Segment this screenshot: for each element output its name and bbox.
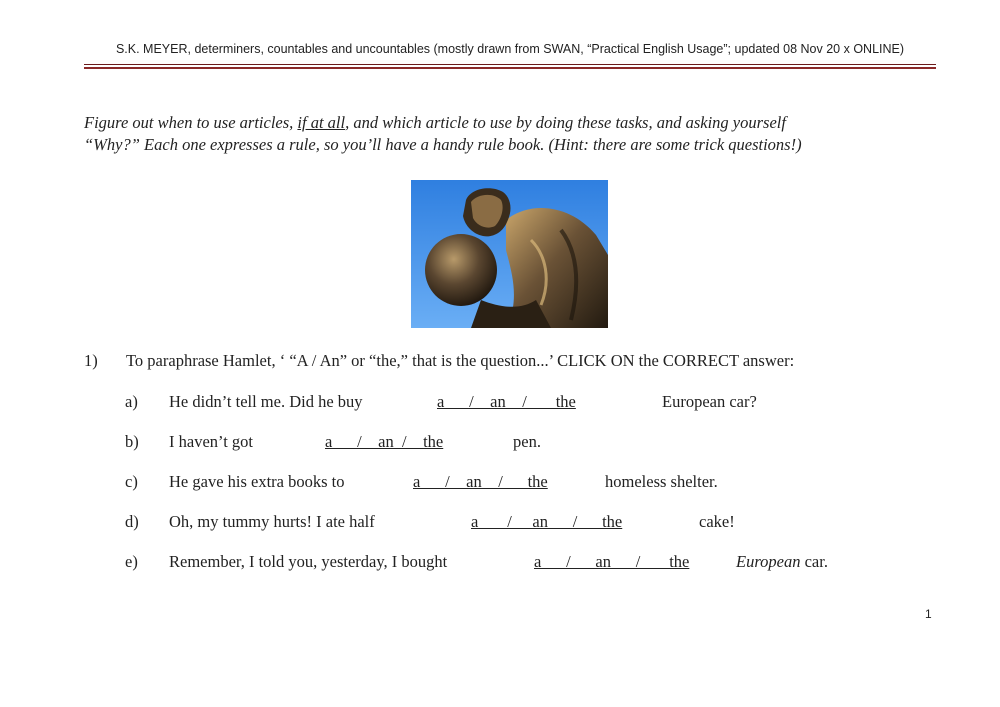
instructions-underlined: if at all <box>297 113 346 132</box>
item-sentence-end <box>736 552 828 572</box>
item-sentence-end: pen. <box>513 432 541 451</box>
item-label: b) <box>125 432 139 451</box>
item-label: c) <box>125 472 138 491</box>
article-choices[interactable]: a / an / the <box>413 472 548 491</box>
item-sentence-start: Oh, my tummy hurts! I ate half <box>169 512 375 531</box>
instructions-line-1 <box>84 112 944 134</box>
page-number: 1 <box>925 607 932 621</box>
question-number: 1) <box>84 351 98 370</box>
page-header: S.K. MEYER, determiners, countables and uncountables (mostly drawn from SWAN, “Practical English Usage”; updated 08 Nov 20 x ONLINE) <box>115 42 905 56</box>
article-choices[interactable]: a / an / the <box>325 432 444 451</box>
item-sentence-start: He gave his extra books to <box>169 472 345 491</box>
item-emphasis: European <box>736 552 801 571</box>
item-sentence-end: European car? <box>662 392 757 411</box>
article-choices[interactable]: a / an_ / the <box>471 512 623 531</box>
item-label: a) <box>125 392 138 411</box>
instructions <box>84 112 944 156</box>
item-sentence-start: Remember, I told you, yesterday, I bought <box>169 552 448 571</box>
instructions-line-2: “Why?” Each one expresses a rule, so you’ll have a handy rule book. (Hint: there are some trick questions!) <box>84 135 802 154</box>
hamlet-statue-image <box>411 180 608 328</box>
article-choices[interactable]: a / an / the <box>437 392 576 411</box>
instructions-text: Figure out when to use articles, <box>84 113 298 132</box>
item-sentence-end: cake! <box>699 512 735 531</box>
article-choices[interactable]: a / an / the <box>534 552 690 571</box>
item-sentence-end: homeless shelter. <box>605 472 718 491</box>
item-sentence-start: I haven’t got <box>169 432 254 451</box>
question-prompt: To paraphrase Hamlet, ‘ “A / An” or “the,” that is the question...’ CLICK ON the CORRECT answer: <box>126 351 795 370</box>
instructions-text-2: , and which article to use by doing these tasks, and asking yourself <box>345 113 786 132</box>
header-rule-thin <box>84 64 936 65</box>
item-sentence-start: He didn’t tell me. Did he buy <box>169 392 363 411</box>
item-label: e) <box>125 552 138 571</box>
item-label: d) <box>125 512 139 531</box>
header-rule-thick <box>84 67 936 69</box>
item-sentence-end-text: car. <box>800 552 828 571</box>
